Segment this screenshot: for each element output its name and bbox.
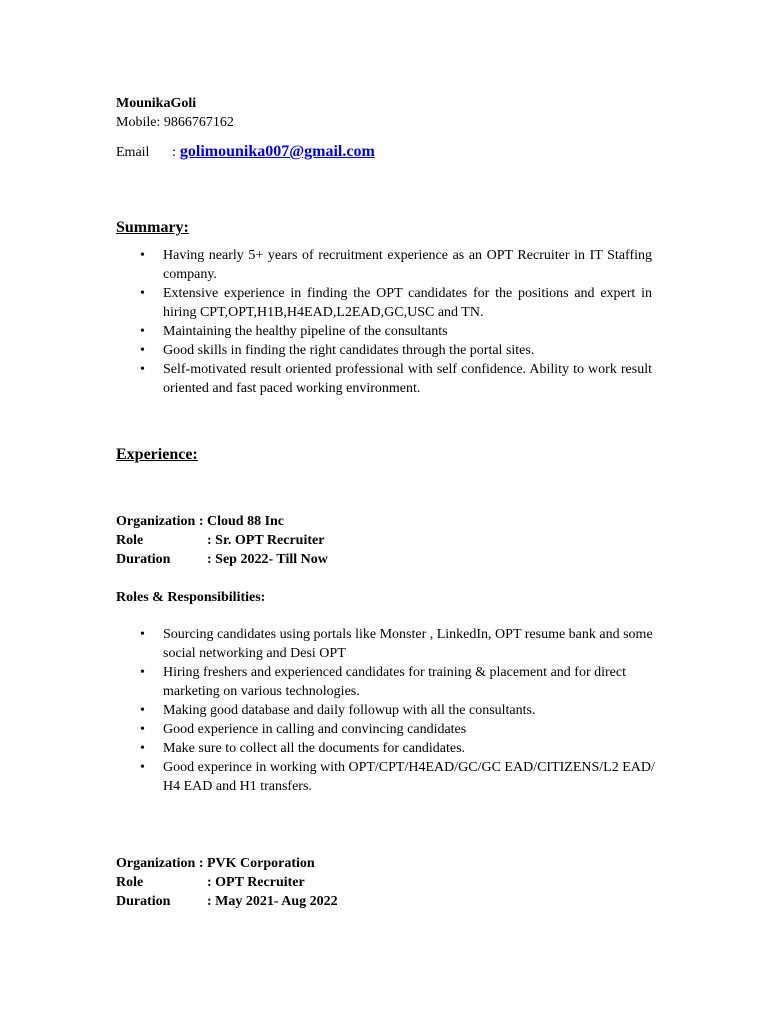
email-separator: : bbox=[172, 145, 176, 160]
responsibility-item: • Hiring freshers and experienced candidates for training & placement and for direct marketing on various technologies. bbox=[116, 663, 656, 701]
role-label: Role bbox=[116, 533, 144, 548]
duration-label: Duration bbox=[116, 552, 171, 567]
mobile-number: Mobile: 9866767162 bbox=[116, 115, 234, 130]
responsibility-item: • Making good database and daily followup with all the consultants. bbox=[116, 701, 656, 720]
role-value: : Sr. OPT Recruiter bbox=[207, 533, 325, 548]
responsibilities-list bbox=[116, 625, 656, 796]
job-duration bbox=[116, 550, 328, 569]
email-link[interactable]: golimounika007@gmail.com bbox=[179, 143, 375, 160]
responsibility-item: • Sourcing candidates using portals like Monster , LinkedIn, OPT resume bank and some social networking and Desi OPT bbox=[116, 625, 656, 663]
summary-item: • Good skills in finding the right candidates through the portal sites. bbox=[116, 341, 652, 360]
email-row bbox=[116, 141, 375, 164]
summary-item: • Having nearly 5+ years of recruitment experience as an OPT Recruiter in IT Staffing company. bbox=[116, 246, 652, 284]
job-organization bbox=[116, 854, 315, 873]
responsibility-item: • Good experince in working with OPT/CPT/H4EAD/GC/GC EAD/CITIZENS/L2 EAD/ H4 EAD and H1 transfers. bbox=[116, 758, 656, 796]
role-label: Role bbox=[116, 875, 144, 890]
duration-value: : May 2021- Aug 2022 bbox=[207, 894, 338, 909]
experience-heading: Experience: bbox=[116, 446, 198, 463]
organization-label: Organization : bbox=[116, 856, 204, 871]
duration-value: : Sep 2022- Till Now bbox=[207, 552, 328, 567]
responsibilities-heading: Roles & Responsibilities: bbox=[116, 590, 266, 605]
role-value: : OPT Recruiter bbox=[207, 875, 305, 890]
responsibility-item: • Good experience in calling and convincing candidates bbox=[116, 720, 656, 739]
organization-label: Organization : bbox=[116, 514, 204, 529]
summary-item: • Maintaining the healthy pipeline of the consultants bbox=[116, 322, 652, 341]
duration-label: Duration bbox=[116, 894, 171, 909]
responsibility-item: • Make sure to collect all the documents for candidates. bbox=[116, 739, 656, 758]
job-role bbox=[116, 873, 305, 892]
job-role bbox=[116, 531, 324, 550]
job-duration bbox=[116, 892, 338, 911]
job-organization bbox=[116, 512, 284, 531]
email-label: Email bbox=[116, 145, 150, 160]
summary-list bbox=[116, 246, 652, 398]
summary-heading: Summary: bbox=[116, 219, 189, 236]
summary-item: • Self-motivated result oriented professional with self confidence. Ability to work result oriented and fast paced working environment. bbox=[116, 360, 652, 398]
summary-item: • Extensive experience in finding the OPT candidates for the positions and expert in hiring CPT,OPT,H1B,H4EAD,L2EAD,GC,USC and TN. bbox=[116, 284, 652, 322]
organization-value: Cloud 88 Inc bbox=[207, 514, 285, 529]
organization-value: PVK Corporation bbox=[207, 856, 315, 871]
candidate-name: MounikaGoli bbox=[116, 96, 197, 111]
